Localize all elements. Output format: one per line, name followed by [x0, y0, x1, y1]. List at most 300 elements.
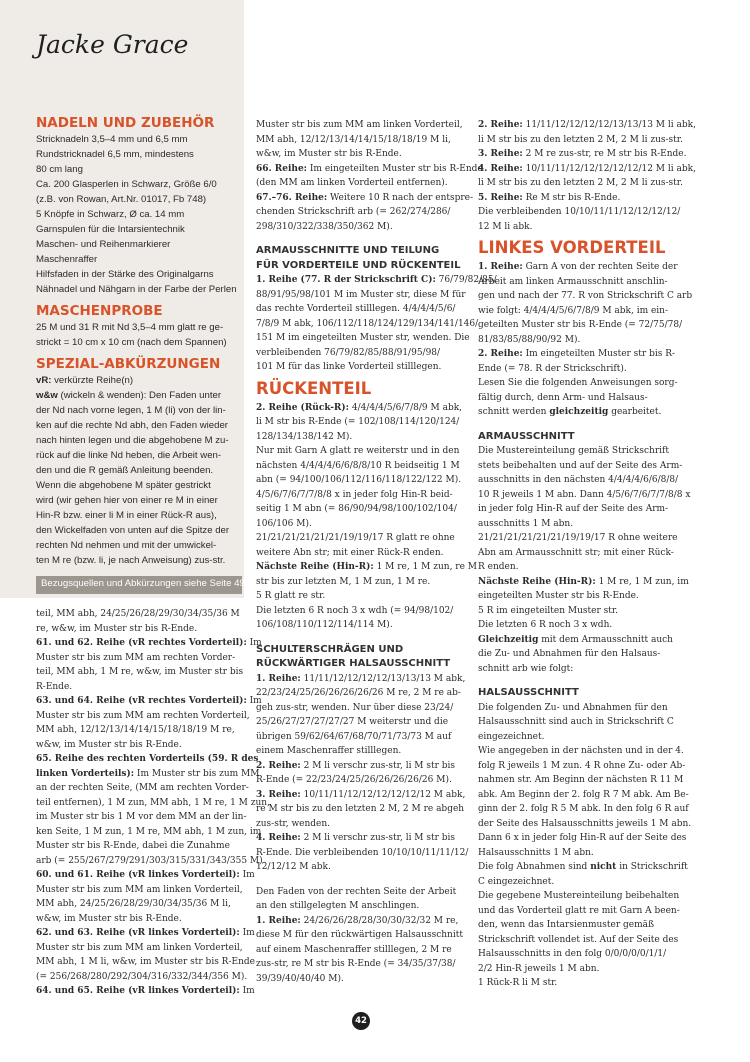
gauge-text [36, 320, 240, 350]
text-line [256, 957, 468, 972]
bold-label: 1. Reihe: [256, 915, 301, 926]
line-text: 1 Rück-R li M str. [478, 978, 558, 988]
text-line [256, 589, 468, 604]
line-text: ginn der 2. folg R 5 M abk. In den folg 6 R auf [478, 804, 689, 814]
line-text: Muster str bis R-Ende, dabei die Zunahme [36, 841, 230, 851]
line-text: Nur mit Garn A glatt re weiterstr und in den [256, 446, 460, 456]
spacer [478, 676, 688, 686]
text-line [36, 897, 242, 912]
text-line [478, 304, 688, 319]
text-line: ten M re (bzw. li, je nach Anweisung) zus-str. [36, 555, 226, 566]
text-line [478, 205, 688, 220]
line-text: str bis zur letzten M, 1 M zun, 1 M re. [256, 576, 431, 587]
text-line [256, 191, 474, 206]
text-line: nach hinten legen und die abgehobene M zu- [36, 435, 229, 446]
text-line: 25 M und 31 R mit Nd 3,5–4 mm glatt re ge- [36, 322, 224, 333]
text-line: der Nd nach vorne legen, 1 M (li) von der lin- [36, 405, 226, 416]
text-line [478, 575, 688, 590]
line-text: 2 M li verschr zus-str, li M str bis [300, 833, 456, 843]
spacer [256, 633, 468, 643]
text-line [256, 575, 468, 590]
bold-label: 1. Reihe: [256, 673, 301, 684]
text-line [478, 391, 688, 406]
bold-label: 67.–76. Reihe: [256, 192, 328, 203]
text-line [478, 647, 688, 662]
text-line [36, 955, 255, 970]
line-text: MM abh, 12/12/13/14/14/15/18/18/19 M li, [256, 134, 451, 145]
bold-label: 1. Reihe (77. R der Strickschrift C): [256, 275, 436, 285]
bold-label: 65. Reihe des rechten Vorderteils (59. R des [36, 754, 259, 764]
text-line [36, 709, 250, 724]
line-text: 7/8/9 M abk, 106/112/118/124/129/134/141/146/ [256, 318, 479, 329]
text-line [478, 560, 688, 575]
source-reference-text: Bezugsquellen und Abkürzungen siehe Seite 49 [41, 578, 245, 589]
line-text: einem Maschenraffer stilllegen. [256, 746, 402, 756]
line-text: Im [239, 928, 255, 938]
major-heading: RÜCKENTEIL [256, 378, 372, 398]
page-number: 42 [352, 1012, 370, 1030]
text-line [36, 839, 242, 854]
line-text: Muster str bis zum MM am linken Vorderteil, [256, 120, 463, 130]
text-line [256, 459, 468, 474]
text-line: den und die R gemäß Anleitung beenden. [36, 465, 214, 476]
text-line [256, 273, 497, 288]
text-line [36, 781, 249, 796]
text-line [256, 846, 468, 861]
text-line [478, 759, 688, 774]
line-text: Halsausschnitts in den folg 0/0/0/0/0/1/1/ [478, 949, 667, 959]
text-line [478, 918, 688, 933]
text-line [256, 488, 468, 503]
line-text: wie folgt: 4/4/4/4/5/6/7/8/9 M abk, im ein- [478, 305, 669, 316]
text-line [256, 401, 468, 416]
text-line [478, 333, 688, 348]
line-text: MM abh, 1 M li, w&w, im Muster str bis R-Ende [36, 957, 255, 967]
line-text: li M str bis zu den letzten 2 M, 2 M li zus-str. [478, 178, 683, 188]
bold-label: 5. Reihe: [478, 192, 523, 203]
abbreviations-heading: SPEZIAL-ABKÜRZUNGEN [36, 356, 221, 372]
line-text: ausschnitts in den nächsten 4/4/4/4/6/6/8/8/ [478, 475, 679, 485]
text-line [36, 810, 247, 825]
line-text: 11/11/12/12/12/12/13/13/13 M li abk, [522, 120, 696, 130]
line-text: Re M str bis R-Ende. [522, 192, 621, 203]
line-text: Muster str bis zum MM am rechten Vorderteil, [36, 710, 250, 721]
bold-label: 1. Reihe: [478, 262, 523, 272]
line-text: Ende (= 78. R der Strickschrift). [478, 363, 627, 374]
line-text: 24/26/26/28/28/30/30/32/32 M re, [300, 915, 459, 926]
source-reference-bar [36, 576, 245, 594]
text-line: ken auf die rechte Nd abh, den Faden wieder [36, 420, 229, 431]
line-text: abk. Am Beginn der 2. folg R 7 M abk. Am Be- [478, 789, 689, 800]
bold-label: gleichzeitig [549, 407, 609, 417]
text-line [256, 147, 468, 162]
text-line [256, 444, 468, 459]
text-line [478, 933, 688, 948]
line-text: abn (= 94/100/106/112/116/118/122/122 M). [256, 475, 462, 485]
line-text: 10 R jeweils 1 M abn. Dann 4/5/6/7/6/7/7/8/8 x [478, 489, 691, 500]
text-line [478, 715, 688, 730]
line-text: auf einem Maschenraffer stilllegen, 2 M re [256, 944, 452, 955]
text-line [256, 317, 479, 332]
line-text: schnitt werden [478, 407, 550, 417]
column-1 [36, 607, 270, 999]
bold-label: 64. und 65. Reihe (vR linkes Vorderteil): [36, 986, 240, 996]
text-line [478, 889, 688, 904]
text-line [256, 672, 468, 687]
line-text: arb (= 255/267/279/291/303/315/331/343/355 M). [36, 855, 266, 866]
line-text: teil, MM abh, 1 M re, w&w, im Muster str bis [36, 667, 244, 677]
line-text: 1 M re, 1 M zun, re M [373, 562, 478, 572]
text-line: strickt = 10 cm x 10 cm (nach dem Spannen) [36, 337, 227, 348]
text-line [256, 604, 468, 619]
bold-label: 4. Reihe: [478, 163, 523, 174]
text-line [478, 176, 688, 191]
line-text: seitig 1 M abn (= 86/90/94/98/100/102/104/ [256, 504, 457, 514]
text-line [256, 817, 468, 832]
line-text: Im [246, 638, 262, 648]
text-line [478, 788, 688, 803]
line-text: Dann 6 x in jeder folg Hin-R auf der Seite des [478, 833, 687, 843]
column-2 [256, 118, 497, 986]
line-text: 4/4/4/4/5/6/7/8/9 M abk, [348, 402, 463, 413]
line-text: in Strickschrift [616, 862, 688, 872]
bold-label: linken Vorderteils): [36, 768, 135, 779]
line-text: w&w, im Muster str bis R-Ende. [36, 739, 182, 750]
text-line [36, 694, 262, 709]
text-line [478, 618, 688, 633]
line-text: 2 M re zus-str, re M str bis R-Ende. [522, 149, 687, 159]
line-text: Wie angegeben in der nächsten und in der 4. [478, 746, 684, 756]
text-line [478, 260, 688, 275]
line-text: 128/134/138/142 M). [256, 431, 353, 442]
text-line [256, 928, 468, 943]
text-line: Rundstricknadel 6,5 mm, mindestens [36, 149, 194, 160]
line-text: w&w, im Muster str bis R-Ende. [36, 913, 182, 924]
line-text: li M str bis R-Ende (= 102/108/114/120/124/ [256, 417, 460, 427]
line-text: 25/26/27/27/27/27/27 M weiterstr und die [256, 717, 449, 727]
text-line [478, 662, 688, 677]
text-line: Nähnadel und Nähgarn in der Farbe der Perlen [36, 284, 237, 295]
text-line [256, 618, 468, 633]
line-text: Im eingeteilten Muster str bis R-Ende [307, 163, 483, 174]
section-heading: RÜCKWÄRTIGER HALSAUSSCHNITT [256, 658, 451, 669]
bold-label: nicht [590, 862, 617, 872]
line-text: ken Seite, 1 M zun, 1 M re, MM abh, 1 M zun, im [36, 826, 262, 837]
bold-label: Nächste Reihe (Hin-R): [256, 562, 374, 572]
text-line [256, 360, 468, 375]
line-text: Arbeit am linken Armausschnitt anschlin- [478, 276, 668, 287]
line-text: C eingezeichnet. [478, 876, 555, 887]
line-text: geh zus-str, wenden. Nur über diese 23/24/ [256, 702, 454, 713]
bold-label: 66. Reihe: [256, 163, 308, 174]
text-line [256, 473, 468, 488]
text-line [36, 622, 242, 637]
bold-label: 4. Reihe: [256, 833, 301, 843]
text-line [478, 162, 696, 177]
text-line [478, 773, 688, 788]
gauge-heading: MASCHENPROBE [36, 303, 163, 319]
text-line [36, 941, 242, 956]
line-text: (den MM am linken Vorderteil entfernen). [256, 178, 448, 188]
line-text: 1 M re, 1 M zun, im [595, 576, 689, 587]
text-line [478, 531, 688, 546]
line-text: 21/21/21/21/21/21/19/19/17 R glatt re ohne [256, 533, 455, 543]
spacer [256, 875, 468, 885]
text-line: Maschen- und Reihenmarkierer [36, 239, 171, 250]
line-text: 298/310/322/338/350/362 M). [256, 221, 393, 232]
line-text: R-Ende. Die verbleibenden 10/10/10/11/11/12/ [256, 847, 469, 858]
text-line [256, 430, 468, 445]
line-text: Die folg Abnahmen sind [478, 862, 591, 872]
text-line [256, 531, 468, 546]
text-line: Hilfsfaden in der Stärke des Originalgarns [36, 269, 214, 280]
text-line [478, 318, 688, 333]
line-text: schnitt arb wie folgt: [478, 663, 574, 674]
line-text: 151 M im eingeteilten Muster str, wenden. Die [256, 333, 470, 343]
text-line [256, 220, 468, 235]
text-line [478, 459, 688, 474]
text-line [478, 730, 688, 745]
line-text: mit dem Armausschnitt auch [538, 634, 673, 645]
bold-label: 2. Reihe (Rück-R): [256, 402, 349, 413]
text-line [256, 118, 468, 133]
line-text: Garn A von der rechten Seite der [522, 262, 678, 272]
line-text: 12/12/12 M abk. [256, 862, 331, 872]
text-line [478, 744, 688, 759]
abbr-ww-text [36, 403, 240, 568]
text-line [478, 347, 688, 362]
text-line [478, 289, 693, 304]
line-text: R enden. [478, 562, 519, 572]
text-line [256, 331, 468, 346]
line-text: 106/108/110/112/114/114 M). [256, 620, 393, 630]
text-line [256, 133, 468, 148]
abbr-ww: w&w (wickeln & wenden): Den Faden unter [36, 390, 222, 401]
text-line: Ca. 200 Glasperlen in Schwarz, Größe 6/0 [36, 179, 217, 190]
spacer [478, 420, 688, 430]
line-text: zus-str, re M str bis R-Ende (= 34/35/37/38/ [256, 959, 456, 969]
line-text: teil, MM abh, 24/25/26/28/29/30/34/35/36 M [36, 609, 240, 619]
line-text: im Muster str bis 1 M vor dem MM an der lin- [36, 812, 247, 822]
text-line [256, 546, 468, 561]
bold-label: 2. Reihe: [256, 760, 301, 771]
text-line [478, 860, 688, 875]
text-line: 80 cm lang [36, 164, 83, 175]
text-line [256, 346, 468, 361]
text-line [478, 473, 688, 488]
line-text: Die letzten 6 R noch 3 x wdh. [478, 620, 613, 630]
text-line [256, 744, 468, 759]
line-text: weitere Abn str; mit einer Rück-R enden. [256, 547, 444, 558]
needles-list [36, 132, 240, 297]
text-line [256, 302, 468, 317]
text-line [36, 926, 255, 941]
text-line [36, 767, 260, 782]
line-text: re, w&w, im Muster str bis R-Ende. [36, 623, 198, 634]
text-line [478, 502, 688, 517]
text-line [478, 517, 688, 532]
text-line [256, 943, 468, 958]
text-line [36, 970, 248, 985]
sidebar-content [36, 114, 240, 568]
text-line [256, 686, 468, 701]
line-text: verbleibenden 76/79/82/85/88/91/95/98/ [256, 347, 441, 358]
bold-label: 3. Reihe: [256, 789, 301, 800]
line-text: das rechte Vorderteil stilllegen. 4/4/4/4/5/6/ [256, 304, 456, 314]
text-line [478, 904, 688, 919]
abbr-vr: vR: verkürzte Reihe(n) [36, 375, 134, 386]
line-text: 5 R im eingeteilten Muster str. [478, 605, 619, 616]
line-text: an der rechten Seite, (MM am rechten Vorder- [36, 783, 249, 793]
line-text: Die gegebene Mustereinteilung beibehalten [478, 891, 680, 901]
line-text: 39/39/40/40/40 M). [256, 973, 344, 984]
text-line [256, 288, 468, 303]
line-text: nahmen str. Am Beginn der nächsten R 11 M [478, 775, 684, 785]
line-text: Den Faden von der rechten Seite der Arbeit [256, 886, 457, 897]
line-text: stets beibehalten und auf der Seite des Arm- [478, 460, 683, 471]
line-text: Lesen Sie die folgenden Anweisungen sorg- [478, 378, 678, 388]
text-line [256, 773, 468, 788]
line-text: 10/11/11/12/12/12/12/12/12 M li abk, [522, 163, 696, 174]
line-text: Die letzten 6 R noch 3 x wdh (= 94/98/102/ [256, 605, 454, 616]
text-line: Stricknadeln 3,5–4 mm und 6,5 mm [36, 134, 188, 145]
line-text: Muster str bis zum MM am linken Vorderteil, [36, 884, 243, 895]
text-line [478, 701, 688, 716]
text-line [256, 517, 468, 532]
line-text: 22/23/24/25/26/26/26/26/26 M re, 2 M re ab- [256, 688, 461, 698]
line-text: Weitere 10 R nach der entspre- [327, 192, 474, 203]
line-text: Im [246, 696, 262, 706]
text-line: Wenn die abgehobene M später gestrickt [36, 480, 211, 491]
line-text: Halsausschnitt sind auch in Strickschrift C [478, 717, 674, 727]
text-line [256, 914, 468, 929]
text-line [256, 701, 468, 716]
line-text: Im Muster str bis zum MM [134, 768, 260, 779]
text-line [478, 488, 691, 503]
text-line: 5 Knöpfe in Schwarz, Ø ca. 14 mm [36, 209, 185, 220]
text-line [36, 651, 242, 666]
line-text: Die folgenden Zu- und Abnahmen für den [478, 702, 668, 713]
text-line [478, 846, 688, 861]
line-text: 88/91/95/98/101 M im Muster str, diese M für [256, 289, 466, 300]
line-text: 101 M für das linke Vorderteil stilllegen. [256, 362, 442, 372]
bold-label: 61. und 62. Reihe (vR rechtes Vorderteil): [36, 638, 247, 648]
line-text: folg R jeweils 1 M zun. 4 R ohne Zu- oder Ab- [478, 760, 686, 771]
text-line [256, 802, 468, 817]
line-text: 21/21/21/21/21/21/19/19/17 R ohne weitere [478, 533, 678, 543]
bold-label: Gleichzeitig [478, 634, 539, 645]
text-line: Maschenraffer [36, 254, 98, 265]
text-line [256, 759, 468, 774]
text-line [256, 730, 468, 745]
line-text: 12 M li abk. [478, 221, 533, 232]
text-line [478, 546, 688, 561]
line-text: zus-str, wenden. [256, 818, 331, 829]
text-line [478, 133, 688, 148]
text-line [256, 899, 468, 914]
text-line: rechten Nd nehmen und mit der umwickel- [36, 540, 217, 551]
text-line: rück auf die linke Nd heben, die Arbeit wen- [36, 450, 222, 461]
line-text: Die verbleibenden 10/10/11/11/12/12/12/12/ [478, 207, 681, 217]
column-3 [478, 118, 696, 991]
line-text: nächsten 4/4/4/4/6/6/8/8/10 R beidseitig 1 M [256, 460, 460, 471]
text-line [478, 118, 696, 133]
bold-label: 63. und 64. Reihe (vR rechtes Vorderteil): [36, 696, 247, 706]
line-text: 5 R glatt re str. [256, 591, 326, 601]
text-line: (z.B. von Rowan, Art.Nr. 01017, Fb 748) [36, 194, 207, 205]
text-line [256, 715, 468, 730]
line-text: Halsausschnitts 1 M abn. [478, 847, 594, 858]
text-line [36, 738, 242, 753]
text-line [36, 854, 266, 869]
bold-label: 2. Reihe: [478, 120, 523, 130]
text-line: den Wickelfaden von unten auf die Spitze der [36, 525, 230, 536]
line-text: ausschnitts 1 M abn. [478, 518, 574, 529]
text-line [478, 275, 688, 290]
line-text: gen und nach der 77. R von Strickschrift C arb [478, 291, 693, 301]
text-line [36, 912, 242, 927]
line-text: in jeder folg Hin-R auf der Seite des Arm- [478, 504, 669, 514]
text-line [256, 502, 468, 517]
text-line [478, 875, 688, 890]
bold-label: 60. und 61. Reihe (vR linkes Vorderteil): [36, 870, 240, 880]
text-line [478, 633, 688, 648]
line-text: 4/5/6/7/6/7/7/8/8 x in jeder folg Hin-R beid- [256, 489, 453, 500]
line-text: 2/2 Hin-R jeweils 1 M abn. [478, 963, 600, 974]
text-line [478, 604, 688, 619]
text-line [36, 825, 262, 840]
line-text: Im [239, 986, 255, 996]
text-line: Hin-R bzw. einer li M in einer Rück-R aus), [36, 510, 217, 521]
line-text: Abn am Armausschnitt str; mit einer Rück- [478, 547, 674, 558]
text-line [478, 589, 688, 604]
text-line: Garnspulen für die Intarsientechnik [36, 224, 185, 235]
line-text: der Seite des Halsausschnitts jeweils 1 M abn. [478, 818, 692, 829]
text-line [478, 802, 688, 817]
text-line [478, 831, 688, 846]
text-line [478, 444, 688, 459]
text-line [478, 947, 688, 962]
line-text: Strickschrift vollendet ist. Auf der Seite des [478, 934, 679, 945]
text-line [36, 868, 255, 883]
text-line [256, 205, 468, 220]
line-text: 11/11/12/12/12/12/13/13/13 M abk, [300, 673, 466, 684]
text-line [36, 665, 242, 680]
section-heading: FÜR VORDERTEILE UND RÜCKENTEIL [256, 259, 461, 271]
line-text: MM abh, 24/25/26/28/29/30/34/35/36 M li, [36, 899, 231, 909]
line-text: Im eingeteilten Muster str bis R- [522, 349, 676, 359]
text-line [36, 723, 242, 738]
line-text: diese M für den rückwärtigen Halsausschnitt [256, 930, 463, 940]
line-text: Muster str bis zum MM am linken Vorderteil, [36, 942, 243, 953]
section-heading: SCHULTERSCHRÄGEN UND [256, 643, 404, 655]
text-line [478, 147, 688, 162]
text-line [256, 972, 468, 987]
line-text: eingeteilten Muster str bis R-Ende. [478, 591, 639, 601]
pattern-title: Jacke Grace [36, 30, 189, 59]
text-line [256, 560, 478, 575]
text-line [256, 176, 468, 191]
line-text: R-Ende (= 22/23/24/25/26/26/26/26/26 M). [256, 775, 452, 785]
line-text: Muster str bis zum MM am rechten Vorder- [36, 652, 236, 663]
text-line [478, 962, 688, 977]
text-line [478, 220, 688, 235]
line-text: 2 M li verschr zus-str, li M str bis [300, 760, 456, 771]
line-text: den, wenn das Intarsienmuster gemäß [478, 920, 655, 930]
text-line [256, 831, 468, 846]
bold-label: 3. Reihe: [478, 149, 523, 159]
text-line [36, 680, 242, 695]
